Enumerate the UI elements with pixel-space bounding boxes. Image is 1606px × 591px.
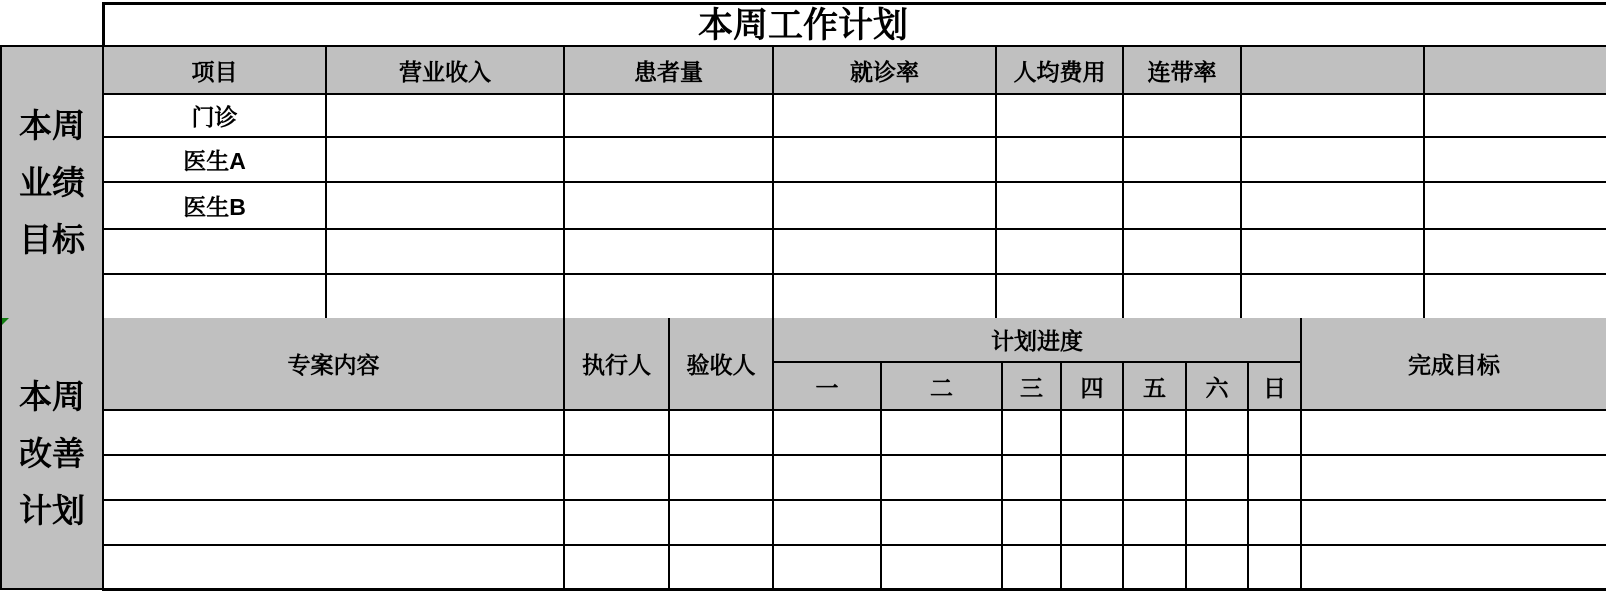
progress-cell[interactable] bbox=[1186, 545, 1248, 589]
value-cell[interactable] bbox=[1123, 137, 1241, 182]
value-cell[interactable] bbox=[1123, 94, 1241, 137]
progress-cell[interactable] bbox=[773, 500, 881, 545]
col-header-visit-rate[interactable]: 就诊率 bbox=[773, 46, 996, 94]
value-cell[interactable] bbox=[1123, 182, 1241, 229]
acceptor-cell[interactable] bbox=[669, 500, 773, 545]
day-header-sun[interactable]: 日 bbox=[1248, 362, 1301, 410]
sidebar-line: 目标 bbox=[19, 221, 85, 258]
value-cell[interactable] bbox=[1424, 137, 1606, 182]
goal-cell[interactable] bbox=[1301, 455, 1606, 500]
goal-cell[interactable] bbox=[1301, 545, 1606, 589]
value-cell[interactable] bbox=[326, 137, 564, 182]
row-label-empty-1[interactable] bbox=[103, 229, 326, 274]
improvement-plan-table bbox=[0, 318, 1606, 591]
progress-cell[interactable] bbox=[1061, 410, 1123, 455]
row-label-doctor-b[interactable]: 医生B bbox=[103, 182, 326, 229]
progress-cell[interactable] bbox=[1186, 455, 1248, 500]
value-cell[interactable] bbox=[564, 94, 773, 137]
row-label-empty-2[interactable] bbox=[103, 274, 326, 319]
col-header-acceptor[interactable]: 验收人 bbox=[669, 318, 773, 410]
goal-cell[interactable] bbox=[1301, 500, 1606, 545]
title-left-border bbox=[102, 2, 105, 45]
value-cell[interactable] bbox=[564, 182, 773, 229]
progress-cell[interactable] bbox=[1186, 410, 1248, 455]
value-cell[interactable] bbox=[1241, 274, 1424, 319]
value-cell[interactable] bbox=[326, 229, 564, 274]
section-label-performance-text bbox=[2, 97, 102, 268]
value-cell[interactable] bbox=[1123, 274, 1241, 319]
value-cell[interactable] bbox=[1424, 229, 1606, 274]
progress-cell[interactable] bbox=[1002, 545, 1061, 589]
value-cell[interactable] bbox=[1424, 94, 1606, 137]
plan-content-cell[interactable] bbox=[103, 455, 564, 500]
progress-cell[interactable] bbox=[881, 410, 1002, 455]
executor-cell[interactable] bbox=[564, 545, 669, 589]
progress-cell[interactable] bbox=[1123, 500, 1186, 545]
col-header-per-capita-cost[interactable]: 人均费用 bbox=[996, 46, 1123, 94]
progress-cell[interactable] bbox=[1002, 455, 1061, 500]
value-cell[interactable] bbox=[773, 182, 996, 229]
value-cell[interactable] bbox=[1424, 274, 1606, 319]
acceptor-cell[interactable] bbox=[669, 455, 773, 500]
col-header-project-content[interactable]: 专案内容 bbox=[103, 318, 564, 410]
progress-cell[interactable] bbox=[1061, 455, 1123, 500]
value-cell[interactable] bbox=[773, 229, 996, 274]
value-cell[interactable] bbox=[326, 182, 564, 229]
progress-cell[interactable] bbox=[1248, 410, 1301, 455]
acceptor-cell[interactable] bbox=[669, 410, 773, 455]
value-cell[interactable] bbox=[1123, 229, 1241, 274]
col-header-empty-1[interactable] bbox=[1241, 46, 1424, 94]
day-header-sat[interactable]: 六 bbox=[1186, 362, 1248, 410]
section-label-improvement[interactable] bbox=[1, 318, 103, 589]
plan-content-cell[interactable] bbox=[103, 500, 564, 545]
progress-cell[interactable] bbox=[1061, 500, 1123, 545]
section-label-improvement-text bbox=[2, 368, 102, 539]
day-header-fri[interactable]: 五 bbox=[1123, 362, 1186, 410]
value-cell[interactable] bbox=[996, 229, 1123, 274]
row-label-outpatient[interactable]: 门诊 bbox=[103, 94, 326, 137]
value-cell[interactable] bbox=[1241, 137, 1424, 182]
performance-goals-table bbox=[0, 45, 1606, 320]
sidebar-line: 业绩 bbox=[19, 164, 85, 201]
progress-cell[interactable] bbox=[1248, 500, 1301, 545]
sidebar-line: 改善 bbox=[19, 434, 85, 472]
col-header-completion-goal[interactable]: 完成目标 bbox=[1301, 318, 1606, 410]
col-header-revenue[interactable]: 营业收入 bbox=[326, 46, 564, 94]
executor-cell[interactable] bbox=[564, 455, 669, 500]
value-cell[interactable] bbox=[996, 137, 1123, 182]
value-cell[interactable] bbox=[996, 182, 1123, 229]
sidebar-line: 计划 bbox=[19, 491, 85, 529]
value-cell[interactable] bbox=[326, 94, 564, 137]
col-header-attachment-rate[interactable]: 连带率 bbox=[1123, 46, 1241, 94]
col-header-empty-2[interactable] bbox=[1424, 46, 1606, 94]
plan-content-cell[interactable] bbox=[103, 410, 564, 455]
progress-cell[interactable] bbox=[1002, 410, 1061, 455]
sidebar-line: 本周 bbox=[19, 377, 85, 415]
progress-cell[interactable] bbox=[1123, 545, 1186, 589]
col-header-patient-volume[interactable]: 患者量 bbox=[564, 46, 773, 94]
progress-cell[interactable] bbox=[881, 500, 1002, 545]
title-top-border bbox=[102, 2, 1606, 5]
progress-cell[interactable] bbox=[1061, 545, 1123, 589]
plan-content-cell[interactable] bbox=[103, 545, 564, 589]
progress-cell[interactable] bbox=[1248, 455, 1301, 500]
value-cell[interactable] bbox=[996, 274, 1123, 319]
comment-flag-icon bbox=[2, 318, 9, 325]
day-header-tue[interactable]: 二 bbox=[881, 362, 1002, 410]
value-cell[interactable] bbox=[564, 274, 773, 319]
value-cell[interactable] bbox=[564, 229, 773, 274]
day-header-thu[interactable]: 四 bbox=[1061, 362, 1123, 410]
sheet-title[interactable]: 本周工作计划 bbox=[0, 0, 1606, 45]
progress-cell[interactable] bbox=[881, 545, 1002, 589]
progress-cell[interactable] bbox=[1002, 500, 1061, 545]
progress-cell[interactable] bbox=[773, 545, 881, 589]
day-header-mon[interactable]: 一 bbox=[773, 362, 881, 410]
progress-cell[interactable] bbox=[773, 410, 881, 455]
sidebar-line: 本周 bbox=[19, 107, 85, 144]
value-cell[interactable] bbox=[1241, 229, 1424, 274]
progress-cell[interactable] bbox=[881, 455, 1002, 500]
progress-cell[interactable] bbox=[1123, 455, 1186, 500]
progress-cell[interactable] bbox=[773, 455, 881, 500]
value-cell[interactable] bbox=[1241, 94, 1424, 137]
col-header-plan-progress[interactable]: 计划进度 bbox=[773, 318, 1301, 362]
col-header-executor[interactable]: 执行人 bbox=[564, 318, 669, 410]
value-cell[interactable] bbox=[326, 274, 564, 319]
section-label-performance[interactable] bbox=[1, 46, 103, 319]
value-cell[interactable] bbox=[996, 94, 1123, 137]
value-cell[interactable] bbox=[773, 274, 996, 319]
acceptor-cell[interactable] bbox=[669, 545, 773, 589]
value-cell[interactable] bbox=[564, 137, 773, 182]
col-header-project[interactable]: 项目 bbox=[103, 46, 326, 94]
value-cell[interactable] bbox=[1424, 182, 1606, 229]
day-header-wed[interactable]: 三 bbox=[1002, 362, 1061, 410]
executor-cell[interactable] bbox=[564, 500, 669, 545]
executor-cell[interactable] bbox=[564, 410, 669, 455]
goal-cell[interactable] bbox=[1301, 410, 1606, 455]
value-cell[interactable] bbox=[773, 94, 996, 137]
value-cell[interactable] bbox=[773, 137, 996, 182]
progress-cell[interactable] bbox=[1248, 545, 1301, 589]
row-label-doctor-a[interactable]: 医生A bbox=[103, 137, 326, 182]
progress-cell[interactable] bbox=[1186, 500, 1248, 545]
value-cell[interactable] bbox=[1241, 182, 1424, 229]
progress-cell[interactable] bbox=[1123, 410, 1186, 455]
